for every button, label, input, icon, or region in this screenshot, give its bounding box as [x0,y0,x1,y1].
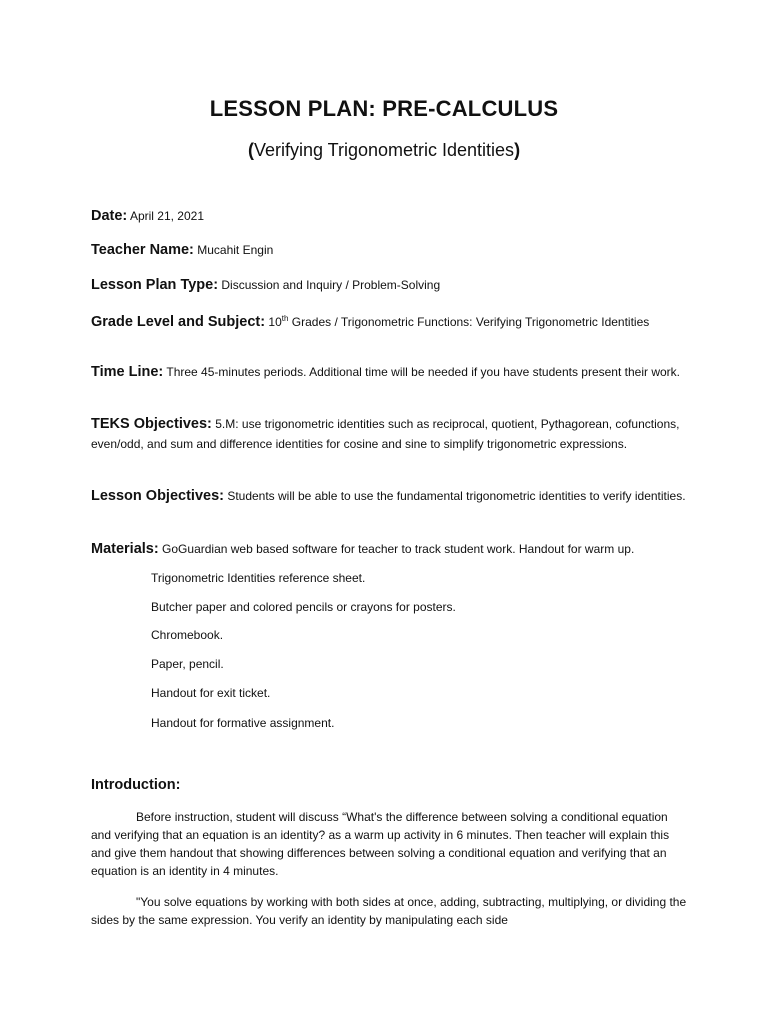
lesson-type-value: Discussion and Inquiry / Problem-Solving [221,278,441,292]
timeline-label: Time Line: [91,364,164,380]
grade-value-num: 10 [268,315,282,329]
introduction-quote-text: "You solve equations by working with both sides at once, adding, subtracting, multiplying, or dividing the sides by the same expression. You verify an identity by manipulating each side [91,895,687,927]
teks-value: 5.M: use trigonometric identities such as reciprocal, quotient, Pythagorean, cofunctions, even/odd, and sum and difference identities for cosine and sine to simplify trigonometric expressions. [91,417,680,451]
teks-field [91,414,691,454]
grade-value-rest: Grades / Trigonometric Functions: Verifying Trigonometric Identities [291,315,650,329]
subtitle-close-paren: ) [514,140,521,160]
materials-list-item: Paper, pencil. [151,657,224,671]
materials-value: GoGuardian web based software for teacher to track student work. Handout for warm up. [162,542,635,556]
timeline-field [91,362,691,382]
teacher-label: Teacher Name: [91,242,194,258]
introduction-quote-paragraph [91,893,691,929]
materials-list-item: Butcher paper and colored pencils or crayons for posters. [151,600,456,614]
introduction-paragraph-text: Before instruction, student will discuss “What's the difference between solving a conditional equation and verifying that an equation is an identity? as a warm up activity in 6 minutes. Then teacher will explain this and give them handout that showing differences between solving a conditional equation and verifying that an equation is an identity in 4 minutes. [91,810,670,878]
page-title: LESSON PLAN: PRE-CALCULUS [209,96,559,121]
grade-field [91,309,691,332]
objectives-label: Lesson Objectives: [91,488,224,504]
materials-list-item: Handout for exit ticket. [151,686,271,700]
materials-field [91,539,691,559]
materials-list-item: Chromebook. [151,628,224,642]
introduction-paragraph [91,808,691,880]
lesson-type-field [91,275,691,295]
materials-list-item: Handout for formative assignment. [151,716,335,730]
objectives-value: Students will be able to use the fundamental trigonometric identities to verify identities. [227,489,686,503]
materials-list-item: Trigonometric Identities reference sheet. [151,571,366,585]
introduction-heading: Introduction: [91,777,181,793]
teacher-field [91,240,691,260]
teacher-value: Mucahit Engin [197,243,274,257]
subtitle-text: Verifying Trigonometric Identities [253,140,515,160]
timeline-value: Three 45-minutes periods. Additional time will be needed if you have students present their work. [166,365,680,379]
date-value: April 21, 2021 [129,209,204,223]
grade-value-sup: th [281,314,289,323]
materials-label: Materials: [91,541,159,557]
teks-label: TEKS Objectives: [91,416,212,432]
page-subtitle [0,140,768,161]
lesson-type-label: Lesson Plan Type: [91,277,219,293]
subtitle-open-paren: ( [247,140,254,160]
grade-label: Grade Level and Subject: [91,314,266,330]
objectives-field [91,486,691,506]
date-field [91,206,691,226]
date-label: Date: [91,208,128,224]
